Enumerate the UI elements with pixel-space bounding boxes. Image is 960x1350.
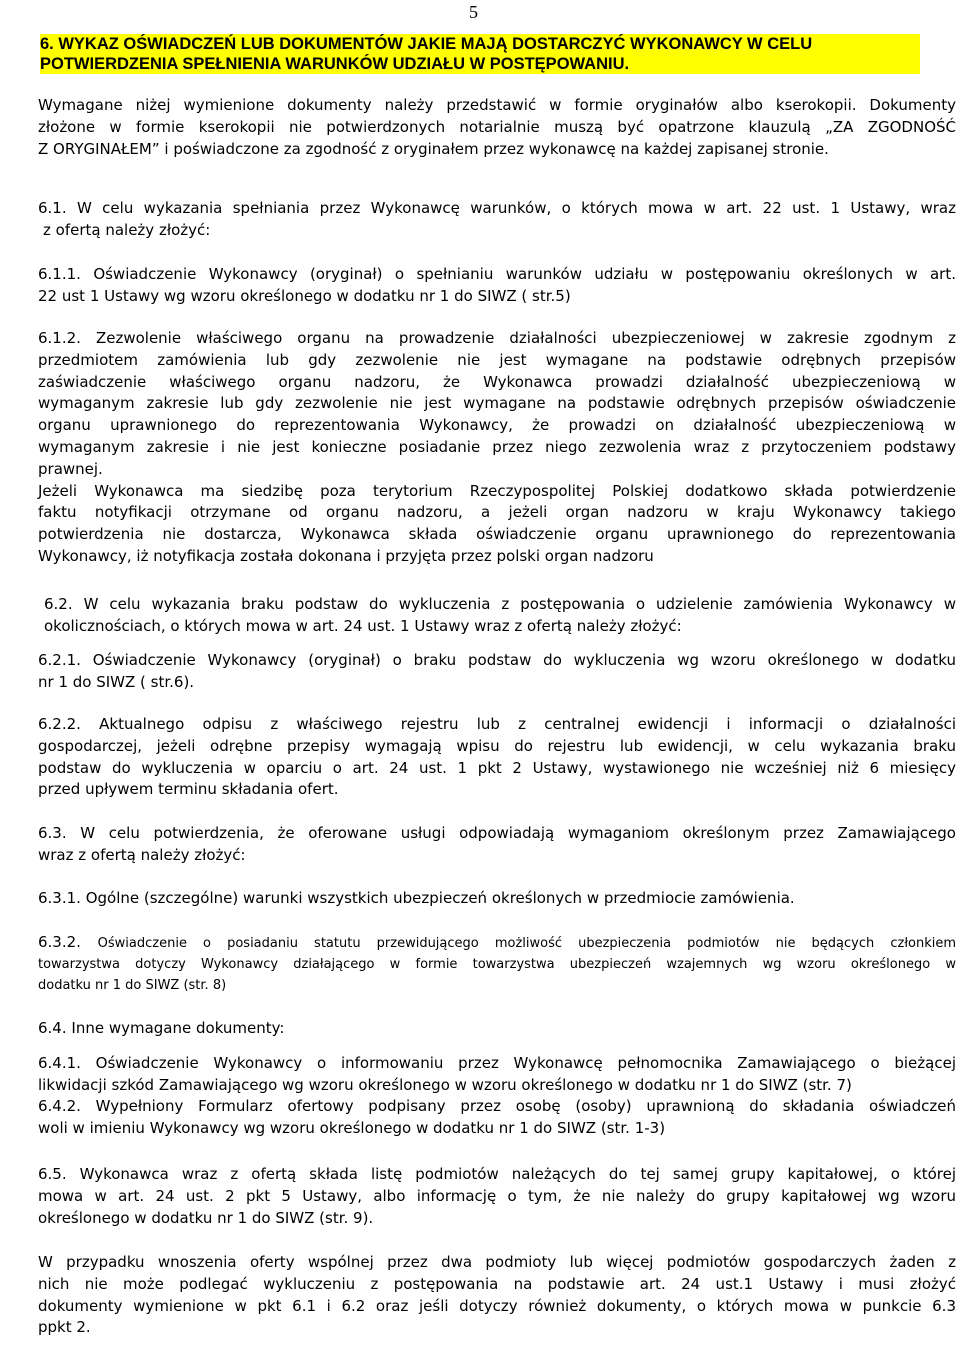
- text-line: 6.2.2. Aktualnego odpisu z właściwego rejestru lub z centralnej ewidencji i informacji o działalności: [38, 715, 956, 733]
- text-line: 6.3.1. Ogólne (szczególne) warunki wszystkich ubezpieczeń określonych w przedmiocie zamówienia.: [38, 889, 795, 907]
- section-6-1: [38, 198, 956, 242]
- text-line: 6.5. Wykonawca wraz z ofertą składa listę podmiotów należących do tej samej grupy kapitałowej, o której: [38, 1165, 956, 1183]
- text-line: dokumenty wymienione w pkt 6.1 i 6.2 oraz jeśli dotyczy również dokumenty, o których mowa w punkcie 6.3: [38, 1296, 956, 1315]
- section-6-4-1: [38, 1053, 956, 1097]
- text-line: wymaganym zakresie lub gdy zezwolenie nie jest wymagane na podstawie odrębnych przepisów oświadczenie: [38, 394, 956, 413]
- text-line: Wymagane niżej wymienione dokumenty należy przedstawić w formie oryginałów albo kserokopii. Dokumenty: [38, 96, 956, 114]
- text-line: dodatku nr 1 do SIWZ (str. 8): [38, 978, 227, 993]
- section-6-5: [38, 1164, 956, 1229]
- text-line: złożone w formie kserokopii nie potwierdzonych notarialnie muszą być opatrzone klauzulą „ZA ZGODNOŚĆ: [38, 117, 956, 136]
- text-line: 6.4.1. Oświadczenie Wykonawcy o informowaniu przez Wykonawcę pełnomocnika Zamawiającego o bieżącej: [38, 1054, 956, 1072]
- section-6-4: [38, 1018, 956, 1040]
- text-line: mowa w art. 24 ust. 2 pkt 5 Ustawy, albo informację o tym, że nie należy do grupy kapitałowej wg wzoru: [38, 1186, 956, 1205]
- page-number: 5: [469, 2, 478, 22]
- text-line: zaświadczenie właściwego organu nadzoru, że Wykonawca prowadzi działalność ubezpieczeniową w: [38, 372, 956, 391]
- section-6-2-2: [38, 714, 956, 801]
- intro-paragraph: [38, 95, 956, 160]
- text-line: 6.4.2. Wypełniony Formularz ofertowy podpisany przez osobę (osoby) uprawnioną do składania oświadczeń: [38, 1097, 956, 1115]
- text-line: nr 1 do SIWZ ( str.6).: [38, 672, 195, 691]
- heading-line: POTWIERDZENIA SPEŁNIENIA WARUNKÓW UDZIAŁU W POSTĘPOWANIU.: [40, 55, 630, 73]
- section-6-1-1: [38, 264, 956, 308]
- text-line: [38, 932, 956, 954]
- section-heading: [40, 34, 920, 74]
- text-line: podstaw do wykluczenia w oparciu o art. 24 ust. 1 pkt 2 Ustawy, wystawionego nie wcześniej niż 6 miesięcy: [38, 758, 956, 777]
- text-line: 6.1.2. Zezwolenie właściwego organu na prowadzenie działalności ubezpieczeniowej w zakresie zgodnym z: [38, 329, 956, 347]
- section-6-2: [44, 594, 956, 638]
- text-line: określonego w dodatku nr 1 do SIWZ (str. 9).: [38, 1208, 374, 1227]
- text-line: W przypadku wnoszenia oferty wspólnej przez dwa podmioty lub więcej podmiotów gospodarczych żaden z: [38, 1253, 956, 1271]
- text-line: przed upływem terminu składania ofert.: [38, 780, 339, 799]
- text-line: potwierdzenia nie dostarcza, Wykonawca składa oświadczenie organu uprawnionego do reprezentowania: [38, 525, 956, 544]
- text-line: gospodarczej, jeżeli odrębne przepisy wymagają wpisu do rejestru lub ewidencji, w celu wykazania braku: [38, 736, 956, 755]
- text-line: towarzystwa dotyczy Wykonawcy działającego w formie towarzystwa ubezpieczeń wzajemnych wg wzoru określonego w: [38, 957, 956, 972]
- item-text: Oświadczenie o posiadaniu statutu przewidującego możliwość ubezpieczenia podmiotów nie będących członkiem: [97, 936, 957, 951]
- text-line: Jeżeli Wykonawca ma siedzibę poza terytorium Rzeczypospolitej Polskiej dodatkowo składa potwierdzenie: [38, 481, 956, 500]
- text-line: nich nie może podlegać wykluczeniu z postępowania na podstawie art. 24 ust.1 Ustawy i musi złożyć: [38, 1274, 956, 1293]
- text-line: 6.1.1. Oświadczenie Wykonawcy (oryginał) o spełnianiu warunków udziału w postępowaniu określonych w art.: [38, 265, 956, 283]
- text-line: woli w imieniu Wykonawcy wg wzoru określonego w dodatku nr 1 do SIWZ (str. 1-3): [38, 1118, 666, 1137]
- section-6-3-2: [38, 932, 956, 996]
- text-line: przedmiotem zamówienia lub gdy zezwolenie nie jest wymagane na podstawie odrębnych przepisów: [38, 350, 956, 369]
- text-line: organu uprawnionego do reprezentowania Wykonawcy, że prowadzi on działalność ubezpieczeniową w: [38, 416, 956, 435]
- text-line: prawnej.: [38, 459, 103, 478]
- text-line: faktu notyfikacji otrzymane od organu nadzoru, a jeżeli organ nadzoru w kraju Wykonawcy takiego: [38, 503, 956, 522]
- text-line: 6.3. W celu potwierdzenia, że oferowane usługi odpowiadają wymaganiom określonym przez Zamawiającego: [38, 824, 956, 842]
- text-line: 22 ust 1 Ustawy wg wzoru określonego w dodatku nr 1 do SIWZ ( str.5): [38, 286, 571, 305]
- item-number: 6.3.2.: [38, 933, 98, 951]
- section-6-3-1: [38, 888, 956, 910]
- text-line: wraz z ofertą należy złożyć:: [38, 845, 246, 864]
- heading-line: 6. WYKAZ OŚWIADCZEŃ LUB DOKUMENTÓW JAKIE MAJĄ DOSTARCZYĆ WYKONAWCY W CELU: [40, 35, 813, 53]
- text-line: okolicznościach, o których mowa w art. 24 ust. 1 Ustawy wraz z ofertą należy złożyć:: [44, 616, 682, 635]
- text-line: 6.1. W celu wykazania spełniania przez Wykonawcę warunków, o których mowa w art. 22 ust. 1 Ustawy, wraz: [38, 199, 956, 217]
- text-line: Wykonawcy, iż notyfikacja została dokonana i przyjęta przez polski organ nadzoru: [38, 546, 654, 565]
- text-line: 6.2.1. Oświadczenie Wykonawcy (oryginał) o braku podstaw do wykluczenia wg wzoru określonego w dodatku: [38, 651, 956, 669]
- text-line: 6.2. W celu wykazania braku podstaw do wykluczenia z postępowania o udzielenie zamówienia Wykonawcy w: [44, 595, 956, 613]
- section-6-1-2: [38, 328, 956, 568]
- final-paragraph: [38, 1252, 956, 1339]
- text-line: Z ORYGINAŁEM” i poświadczone za zgodność z oryginałem przez wykonawcę na każdej zapisanej stronie.: [38, 139, 829, 158]
- text-line: wymaganym zakresie i nie jest konieczne posiadanie przez niego zezwolenia wraz z przytoczeniem podstawy: [38, 437, 956, 456]
- text-line: ppkt 2.: [38, 1318, 91, 1337]
- text-line: 6.4. Inne wymagane dokumenty:: [38, 1019, 285, 1037]
- section-6-3: [38, 823, 956, 867]
- section-6-4-2: [38, 1096, 956, 1140]
- text-line: z ofertą należy złożyć:: [43, 220, 211, 239]
- text-line: likwidacji szkód Zamawiającego wg wzoru określonego w wzoru określonego w dodatku nr 1 do SIWZ (str. 7): [38, 1075, 852, 1094]
- section-6-2-1: [38, 650, 956, 694]
